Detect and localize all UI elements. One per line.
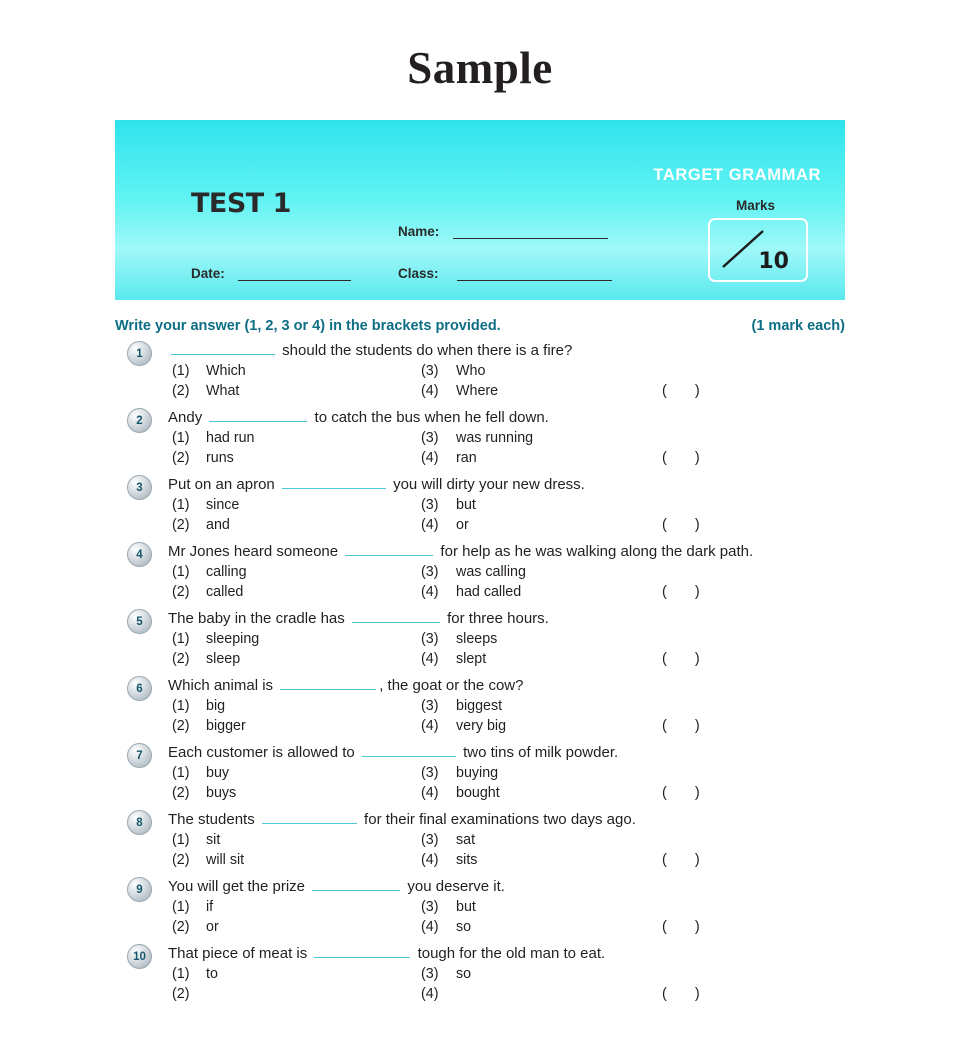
- option-row: [168, 851, 845, 871]
- question-stem-pre: Each customer is allowed to: [168, 744, 359, 761]
- answer-brackets[interactable]: [662, 851, 700, 871]
- option-tag[interactable]: (1): [172, 899, 190, 915]
- answer-brackets[interactable]: [662, 583, 700, 603]
- option-text[interactable]: called: [206, 583, 244, 600]
- question-number-badge: 7: [127, 743, 152, 768]
- answer-blank[interactable]: [352, 609, 440, 623]
- option-tag[interactable]: (2): [172, 985, 190, 1002]
- question-stem-post: to catch the bus when he fell down.: [310, 409, 549, 426]
- question-stem-pre: Andy: [168, 409, 207, 426]
- option-tag[interactable]: (2): [172, 449, 190, 466]
- option-tag[interactable]: (1): [172, 832, 190, 848]
- option-text[interactable]: had run: [206, 430, 255, 446]
- option-text[interactable]: buying: [456, 765, 499, 781]
- option-group: [168, 965, 845, 1004]
- question-number-badge: 2: [127, 408, 152, 433]
- question-stem-post: you deserve it.: [403, 878, 505, 895]
- option-tag[interactable]: (3): [421, 966, 439, 982]
- answer-brackets[interactable]: [662, 784, 700, 804]
- option-text[interactable]: was running: [456, 430, 534, 446]
- option-tag[interactable]: (3): [421, 765, 439, 781]
- option-tag[interactable]: (1): [172, 497, 190, 513]
- option-text[interactable]: so: [456, 918, 472, 935]
- option-tag[interactable]: (2): [172, 382, 190, 399]
- question-stem: [168, 341, 845, 360]
- question-stem-pre: The students: [168, 811, 259, 828]
- question-number-badge: 5: [127, 609, 152, 634]
- option-tag[interactable]: (3): [421, 899, 439, 915]
- option-text[interactable]: Where: [456, 382, 499, 399]
- option-row: [168, 583, 845, 603]
- bracket-open: (: [662, 918, 667, 935]
- question-number-badge: 8: [127, 810, 152, 835]
- option-row: [168, 496, 845, 516]
- question-item: [115, 341, 845, 401]
- bracket-open: (: [662, 516, 667, 533]
- question-stem-post: should the students do when there is a fire?: [278, 342, 573, 359]
- option-tag[interactable]: (1): [172, 966, 190, 982]
- bracket-open: (: [662, 583, 667, 600]
- option-text[interactable]: and: [206, 516, 230, 533]
- option-text[interactable]: slept: [456, 650, 487, 667]
- bracket-close: ): [694, 851, 700, 868]
- instruction-line: [115, 318, 845, 334]
- question-number-badge: 1: [127, 341, 152, 366]
- question-stem: [168, 609, 845, 628]
- marks-each-note: (1 mark each): [751, 318, 845, 334]
- option-text[interactable]: or: [206, 918, 219, 935]
- question-item: [115, 944, 845, 1004]
- option-row: [168, 563, 845, 583]
- brand-label: TARGET GRAMMAR: [653, 166, 821, 184]
- question-stem: [168, 542, 845, 561]
- bracket-open: (: [662, 851, 667, 868]
- question-stem-pre: Mr Jones heard someone: [168, 543, 343, 560]
- option-tag[interactable]: (2): [172, 516, 190, 533]
- option-group: [168, 496, 845, 535]
- question-item: [115, 408, 845, 468]
- option-tag[interactable]: (4): [421, 851, 439, 868]
- option-row: [168, 449, 845, 469]
- question-stem-post: tough for the old man to eat.: [413, 945, 606, 962]
- option-tag[interactable]: (4): [421, 918, 439, 935]
- option-text[interactable]: but: [456, 899, 476, 915]
- answer-brackets[interactable]: [662, 717, 700, 737]
- answer-blank[interactable]: [312, 877, 400, 891]
- question-stem-post: you will dirty your new dress.: [388, 476, 585, 493]
- option-tag[interactable]: (3): [421, 497, 439, 513]
- name-field-label: Name:: [398, 224, 440, 239]
- option-text[interactable]: buy: [206, 765, 230, 781]
- option-tag[interactable]: (4): [421, 583, 439, 600]
- question-item: [115, 609, 845, 669]
- name-field[interactable]: [398, 224, 608, 239]
- option-tag[interactable]: (1): [172, 363, 190, 379]
- option-row: [168, 784, 845, 804]
- bracket-open: (: [662, 382, 667, 399]
- option-text[interactable]: if: [206, 899, 214, 915]
- question-stem-post: for their final examinations two days ago.: [359, 811, 636, 828]
- bracket-open: (: [662, 784, 667, 801]
- question-number-badge: 6: [127, 676, 152, 701]
- instruction-text: Write your answer (1, 2, 3 or 4) in the brackets provided.: [115, 318, 501, 334]
- option-tag[interactable]: (2): [172, 583, 190, 600]
- option-tag[interactable]: (4): [421, 985, 439, 1002]
- bracket-close: ): [694, 985, 700, 1002]
- option-row: [168, 898, 845, 918]
- option-tag[interactable]: (1): [172, 698, 190, 714]
- answer-blank[interactable]: [209, 408, 307, 422]
- answer-blank[interactable]: [171, 341, 275, 355]
- bracket-open: (: [662, 717, 667, 734]
- option-text[interactable]: What: [206, 382, 240, 399]
- bracket-close: ): [694, 449, 700, 466]
- question-stem-pre: The baby in the cradle has: [168, 610, 349, 627]
- option-group: [168, 630, 845, 669]
- option-group: [168, 362, 845, 401]
- bracket-open: (: [662, 650, 667, 667]
- bracket-close: ): [694, 918, 700, 935]
- option-text[interactable]: biggest: [456, 698, 503, 714]
- option-group: [168, 764, 845, 803]
- option-tag[interactable]: (3): [421, 564, 439, 580]
- bracket-close: ): [694, 650, 700, 667]
- option-text[interactable]: sleep: [206, 650, 241, 667]
- option-text[interactable]: sleeping: [206, 631, 260, 647]
- option-text[interactable]: to: [206, 966, 218, 982]
- option-tag[interactable]: (4): [421, 449, 439, 466]
- option-tag[interactable]: (2): [172, 717, 190, 734]
- class-field[interactable]: [398, 266, 612, 281]
- question-stem-post: for help as he was walking along the dark path.: [436, 543, 754, 560]
- option-group: [168, 697, 845, 736]
- question-number-badge: 4: [127, 542, 152, 567]
- option-tag[interactable]: (1): [172, 765, 190, 781]
- option-text[interactable]: Who: [456, 363, 486, 379]
- bracket-close: ): [694, 717, 700, 734]
- option-row: [168, 831, 845, 851]
- bracket-close: ): [694, 516, 700, 533]
- option-row: [168, 764, 845, 784]
- option-group: [168, 563, 845, 602]
- question-stem: [168, 944, 845, 963]
- option-tag[interactable]: (3): [421, 832, 439, 848]
- question-stem-post: two tins of milk powder.: [458, 744, 619, 761]
- option-tag[interactable]: (4): [421, 650, 439, 667]
- question-number-badge: 3: [127, 475, 152, 500]
- option-text[interactable]: bigger: [206, 717, 246, 734]
- option-row: [168, 918, 845, 938]
- page-title: Sample: [407, 43, 553, 93]
- bracket-close: ): [694, 784, 700, 801]
- option-tag[interactable]: (2): [172, 851, 190, 868]
- answer-brackets[interactable]: [662, 985, 700, 1005]
- question-item: [115, 542, 845, 602]
- question-stem: [168, 810, 845, 829]
- test-number-label: TEST 1: [191, 188, 291, 219]
- option-text[interactable]: or: [456, 516, 469, 533]
- question-item: [115, 676, 845, 736]
- question-stem: [168, 743, 845, 762]
- option-text[interactable]: was calling: [456, 564, 526, 580]
- option-text[interactable]: bought: [456, 784, 500, 801]
- option-row: [168, 382, 845, 402]
- option-tag[interactable]: (1): [172, 631, 190, 647]
- question-stem-pre: Which animal is: [168, 677, 278, 694]
- question-stem-pre: Put on an apron: [168, 476, 279, 493]
- option-text[interactable]: sat: [456, 832, 476, 848]
- question-number-badge: 9: [127, 877, 152, 902]
- option-row: [168, 362, 845, 382]
- option-tag[interactable]: (4): [421, 784, 439, 801]
- option-group: [168, 429, 845, 468]
- option-tag[interactable]: (3): [421, 698, 439, 714]
- option-tag[interactable]: (1): [172, 564, 190, 580]
- question-stem: [168, 408, 845, 427]
- option-row: [168, 985, 845, 1005]
- bracket-open: (: [662, 985, 667, 1002]
- question-stem-pre: You will get the prize: [168, 878, 310, 895]
- question-item: [115, 877, 845, 937]
- answer-brackets[interactable]: [662, 516, 700, 536]
- name-field-line[interactable]: [453, 224, 608, 239]
- option-tag[interactable]: (3): [421, 363, 439, 379]
- option-group: [168, 831, 845, 870]
- option-text[interactable]: sit: [206, 832, 221, 848]
- option-tag[interactable]: (4): [421, 382, 439, 399]
- question-stem: [168, 475, 845, 494]
- answer-brackets[interactable]: [662, 382, 700, 402]
- option-tag[interactable]: (3): [421, 430, 439, 446]
- option-tag[interactable]: (4): [421, 516, 439, 533]
- option-text[interactable]: so: [456, 966, 472, 982]
- date-field-label: Date:: [191, 266, 225, 281]
- option-row: [168, 516, 845, 536]
- option-row: [168, 630, 845, 650]
- answer-blank[interactable]: [282, 475, 386, 489]
- question-list: [115, 341, 845, 1004]
- question-stem-post: for three hours.: [442, 610, 549, 627]
- option-tag[interactable]: (4): [421, 717, 439, 734]
- option-text[interactable]: sleeps: [456, 631, 498, 647]
- answer-brackets[interactable]: [662, 650, 700, 670]
- option-row: [168, 717, 845, 737]
- option-text[interactable]: ran: [456, 449, 477, 466]
- date-field[interactable]: [191, 266, 351, 281]
- answer-blank[interactable]: [345, 542, 433, 556]
- option-tag[interactable]: (2): [172, 784, 190, 801]
- option-row: [168, 965, 845, 985]
- answer-blank[interactable]: [280, 676, 376, 690]
- answer-brackets[interactable]: [662, 918, 700, 938]
- question-stem: [168, 676, 845, 695]
- option-text[interactable]: very big: [456, 717, 507, 734]
- option-text[interactable]: had called: [456, 583, 522, 600]
- answer-blank[interactable]: [262, 810, 357, 824]
- option-text[interactable]: will sit: [206, 851, 245, 868]
- option-tag[interactable]: (2): [172, 918, 190, 935]
- test-header-banner: [115, 120, 845, 300]
- answer-brackets[interactable]: [662, 449, 700, 469]
- answer-blank[interactable]: [362, 743, 456, 757]
- option-row: [168, 697, 845, 717]
- option-text[interactable]: since: [206, 497, 240, 513]
- bracket-open: (: [662, 449, 667, 466]
- answer-blank[interactable]: [314, 944, 410, 958]
- option-text[interactable]: big: [206, 698, 226, 714]
- option-group: [168, 898, 845, 937]
- option-row: [168, 650, 845, 670]
- question-item: [115, 810, 845, 870]
- option-tag[interactable]: (3): [421, 631, 439, 647]
- marks-total: 10: [758, 249, 789, 274]
- marks-box[interactable]: [708, 218, 808, 282]
- option-text[interactable]: calling: [206, 564, 247, 580]
- option-tag[interactable]: (2): [172, 650, 190, 667]
- question-number-badge: 10: [127, 944, 152, 969]
- question-stem: [168, 877, 845, 896]
- option-tag[interactable]: (1): [172, 430, 190, 446]
- bracket-close: ): [694, 382, 700, 399]
- question-item: [115, 743, 845, 803]
- class-field-label: Class:: [398, 266, 439, 281]
- option-text[interactable]: Which: [206, 363, 246, 379]
- question-item: [115, 475, 845, 535]
- option-row: [168, 429, 845, 449]
- marks-label: Marks: [735, 198, 775, 213]
- bracket-close: ): [694, 583, 700, 600]
- question-stem-post: , the goat or the cow?: [379, 677, 524, 694]
- date-field-line[interactable]: [238, 266, 351, 281]
- option-text[interactable]: but: [456, 497, 476, 513]
- option-text[interactable]: runs: [206, 449, 234, 466]
- class-field-line[interactable]: [457, 266, 612, 281]
- question-stem-pre: That piece of meat is: [168, 945, 312, 962]
- option-text[interactable]: sits: [456, 851, 478, 868]
- option-text[interactable]: buys: [206, 784, 237, 801]
